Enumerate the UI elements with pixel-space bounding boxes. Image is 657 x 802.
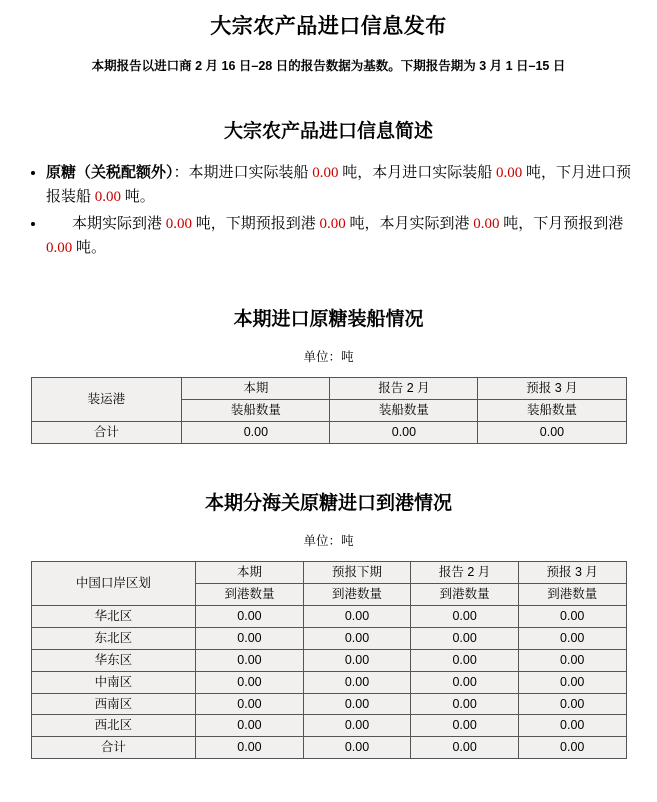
row-value: 0.00	[196, 693, 304, 715]
arrival-head-region: 中国口岸区划	[31, 562, 196, 606]
shipment-subhead-col-1: 装船数量	[330, 400, 478, 422]
summary-value: 0.00	[46, 239, 73, 256]
arrival-head-col-2: 报告 2 月	[411, 562, 519, 584]
shipment-head-port: 装运港	[31, 378, 182, 422]
summary-text: 本期实际到港	[72, 215, 166, 232]
shipment-table-head	[31, 378, 626, 422]
summary-text: 吨，下期预报到港	[192, 215, 320, 232]
row-value: 0.00	[196, 737, 304, 759]
table-row	[31, 715, 626, 737]
shipment-table	[31, 377, 627, 444]
row-value: 0.00	[411, 627, 519, 649]
summary-value: 0.00	[312, 165, 339, 181]
row-label: 东北区	[31, 627, 196, 649]
arrival-table-head	[31, 562, 626, 606]
arrival-subhead-col-0: 到港数量	[196, 584, 304, 606]
summary-text: 吨，本月进口实际装船	[338, 165, 497, 181]
report-period-note: 本期报告以进口商 2 月 16 日–28 日的报告数据为基数。下期报告期为 3 月 1 日–15 日	[91, 59, 566, 73]
arrival-table	[31, 561, 627, 759]
row-value: 0.00	[330, 422, 478, 444]
row-label: 华东区	[31, 649, 196, 671]
row-value: 0.00	[518, 693, 626, 715]
row-label: 西北区	[31, 715, 196, 737]
summary-text: 吨。	[72, 239, 107, 256]
row-value: 0.00	[518, 737, 626, 759]
summary-value: 0.00	[165, 215, 193, 232]
shipment-subhead-col-2: 装船数量	[478, 400, 626, 422]
summary-text: 吨。	[121, 189, 155, 206]
table-row	[31, 649, 626, 671]
row-value: 0.00	[196, 606, 304, 628]
summary-text: 吨，本月实际到港	[345, 215, 474, 232]
table-row	[31, 606, 626, 628]
summary-bullet-label: 原糖（关税配额外）	[46, 165, 174, 181]
row-value: 0.00	[196, 627, 304, 649]
page-title: 大宗农产品进口信息发布	[210, 14, 447, 38]
arrival-table-unit: 单位：吨	[303, 534, 354, 549]
summary-value: 0.00	[473, 215, 500, 232]
arrival-subhead-col-2: 到港数量	[411, 584, 519, 606]
summary-text: 吨，下月进口预报装船	[46, 165, 632, 206]
row-label: 合计	[31, 422, 182, 444]
summary-bullet-item	[46, 212, 645, 261]
table-row	[31, 627, 626, 649]
arrival-table-body	[31, 606, 626, 759]
shipment-table-title: 本期进口原糖装船情况	[233, 309, 424, 331]
row-value: 0.00	[518, 671, 626, 693]
shipment-table-head-row-top	[31, 378, 626, 400]
row-label: 华北区	[31, 606, 196, 628]
table-row	[31, 422, 626, 444]
row-label: 中南区	[31, 671, 196, 693]
row-value: 0.00	[303, 671, 411, 693]
arrival-head-col-1: 预报下期	[303, 562, 411, 584]
row-value: 0.00	[303, 693, 411, 715]
summary-section	[12, 116, 645, 260]
table-row	[31, 737, 626, 759]
shipment-subhead-col-0: 装船数量	[182, 400, 330, 422]
summary-value: 0.00	[496, 165, 523, 181]
arrival-table-title: 本期分海关原糖进口到港情况	[204, 493, 452, 515]
row-value: 0.00	[303, 627, 411, 649]
document-page	[0, 10, 657, 759]
row-value: 0.00	[478, 422, 626, 444]
row-value: 0.00	[411, 606, 519, 628]
summary-value: 0.00	[94, 189, 122, 206]
arrival-head-col-3: 预报 3 月	[518, 562, 626, 584]
row-value: 0.00	[411, 715, 519, 737]
shipment-head-col-0: 本期	[182, 378, 330, 400]
row-value: 0.00	[303, 649, 411, 671]
summary-bullet-list	[12, 161, 645, 260]
shipment-table-body	[31, 422, 626, 444]
row-value: 0.00	[518, 715, 626, 737]
shipment-table-unit: 单位：吨	[303, 350, 354, 365]
row-value: 0.00	[303, 606, 411, 628]
row-label: 西南区	[31, 693, 196, 715]
shipment-head-col-1: 报告 2 月	[330, 378, 478, 400]
row-value: 0.00	[518, 649, 626, 671]
summary-title: 大宗农产品进口信息简述	[223, 121, 433, 142]
arrival-subhead-col-1: 到港数量	[303, 584, 411, 606]
shipment-table-section	[12, 304, 645, 444]
table-row	[31, 671, 626, 693]
row-value: 0.00	[411, 693, 519, 715]
row-label: 合计	[31, 737, 196, 759]
summary-value: 0.00	[319, 215, 346, 232]
row-value: 0.00	[411, 649, 519, 671]
arrival-subhead-col-3: 到港数量	[518, 584, 626, 606]
row-value: 0.00	[303, 715, 411, 737]
row-value: 0.00	[411, 737, 519, 759]
row-value: 0.00	[303, 737, 411, 759]
arrival-table-head-row-top	[31, 562, 626, 584]
row-value: 0.00	[196, 671, 304, 693]
row-value: 0.00	[196, 715, 304, 737]
table-row	[31, 693, 626, 715]
summary-text: 吨，下月预报到港	[499, 215, 624, 232]
row-value: 0.00	[182, 422, 330, 444]
arrival-table-section	[12, 488, 645, 759]
row-value: 0.00	[196, 649, 304, 671]
summary-bullet-item	[46, 161, 645, 210]
summary-text: ：本期进口实际装船	[173, 165, 313, 181]
shipment-head-col-2: 预报 3 月	[478, 378, 626, 400]
row-value: 0.00	[518, 627, 626, 649]
row-value: 0.00	[411, 671, 519, 693]
arrival-head-col-0: 本期	[196, 562, 304, 584]
row-value: 0.00	[518, 606, 626, 628]
